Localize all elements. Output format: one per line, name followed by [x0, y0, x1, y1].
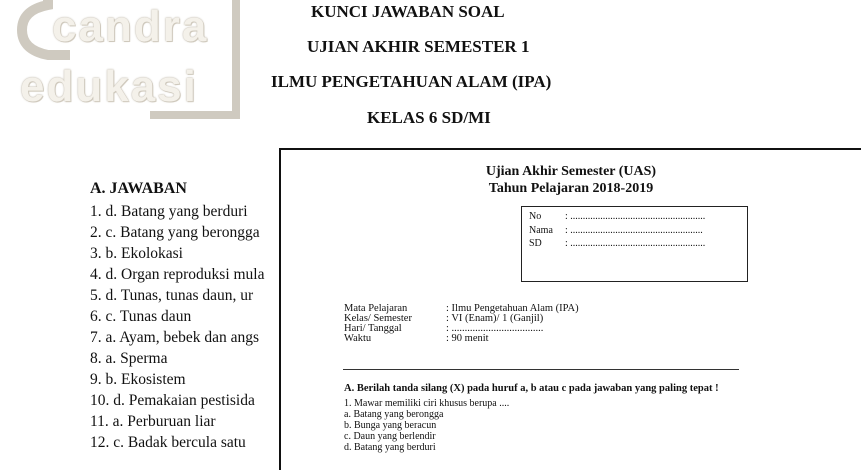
id-label: No — [529, 211, 542, 222]
answer-item: 2. c. Batang yang berongga — [90, 224, 260, 241]
answer-item: 1. d. Batang yang berduri — [90, 203, 248, 220]
section-instruction: A. Berilah tanda silang (X) pada huruf a, b atau c pada jawaban yang paling tepat ! — [344, 383, 719, 394]
answer-item: 12. c. Badak bercula satu — [90, 434, 246, 451]
doc-title-line1: KUNCI JAWABAN SOAL — [311, 2, 505, 21]
doc-title-line3: ILMU PENGETAHUAN ALAM (IPA) — [271, 72, 552, 91]
info-label: Kelas/ Semester — [344, 313, 412, 324]
answer-heading: A. JAWABAN — [90, 180, 187, 197]
answer-item: 4. d. Organ reproduksi mula — [90, 266, 265, 283]
exam-sheet — [279, 148, 861, 470]
divider — [343, 369, 739, 370]
sheet-title: Ujian Akhir Semester (UAS) — [485, 164, 657, 179]
answer-item: 11. a. Perburuan liar — [90, 413, 216, 430]
answer-item: 10. d. Pemakaian pestisida — [90, 392, 255, 409]
info-label: Mata Pelajaran — [344, 303, 408, 314]
id-value: : ...................................................... — [565, 238, 706, 249]
answer-item: 6. c. Tunas daun — [90, 308, 192, 325]
exam-info — [344, 304, 579, 344]
info-label: Waktu — [344, 333, 372, 344]
id-row-no — [529, 211, 705, 222]
answer-item: 5. d. Tunas, tunas daun, ur — [90, 287, 254, 304]
info-value: : Ilmu Pengetahuan Alam (IPA) — [446, 303, 579, 314]
id-label: SD — [529, 238, 542, 249]
sheet-subtitle: Tahun Pelajaran 2018-2019 — [488, 181, 654, 196]
info-value: : VI (Enam)/ 1 (Ganjil) — [446, 313, 544, 324]
info-label: Hari/ Tanggal — [344, 323, 402, 334]
question-option: c. Daun yang berlendir — [344, 431, 436, 442]
answer-item: 7. a. Ayam, bebek dan angs — [90, 329, 260, 346]
answer-item: 3. b. Ekolokasi — [90, 245, 183, 262]
id-value: : ..................................................... — [565, 225, 703, 236]
question-option: a. Batang yang berongga — [344, 409, 444, 420]
doc-title-line4: KELAS 6 SD/MI — [367, 108, 491, 127]
info-row — [344, 334, 579, 344]
doc-title-line2: UJIAN AKHIR SEMESTER 1 — [307, 37, 530, 56]
info-value: : 90 menit — [446, 333, 489, 344]
student-id-box — [521, 206, 748, 282]
id-label: Nama — [529, 225, 553, 236]
id-value: : ...................................................... — [565, 211, 706, 222]
site-logo — [0, 0, 245, 120]
answer-item: 8. a. Sperma — [90, 350, 168, 367]
answer-list — [90, 180, 265, 453]
logo-text-candra: candra — [52, 2, 209, 51]
question-option: b. Bunga yang beracun — [344, 420, 437, 431]
answer-item: 9. b. Ekosistem — [90, 371, 186, 388]
question-option: d. Batang yang berduri — [344, 442, 436, 453]
question-text: 1. Mawar memiliki ciri khusus berupa .... — [344, 398, 510, 409]
info-value: : ................................... — [446, 323, 544, 334]
id-row-nama — [529, 225, 703, 236]
id-row-sd — [529, 238, 705, 249]
logo-text-edukasi: edukasi — [20, 62, 198, 111]
